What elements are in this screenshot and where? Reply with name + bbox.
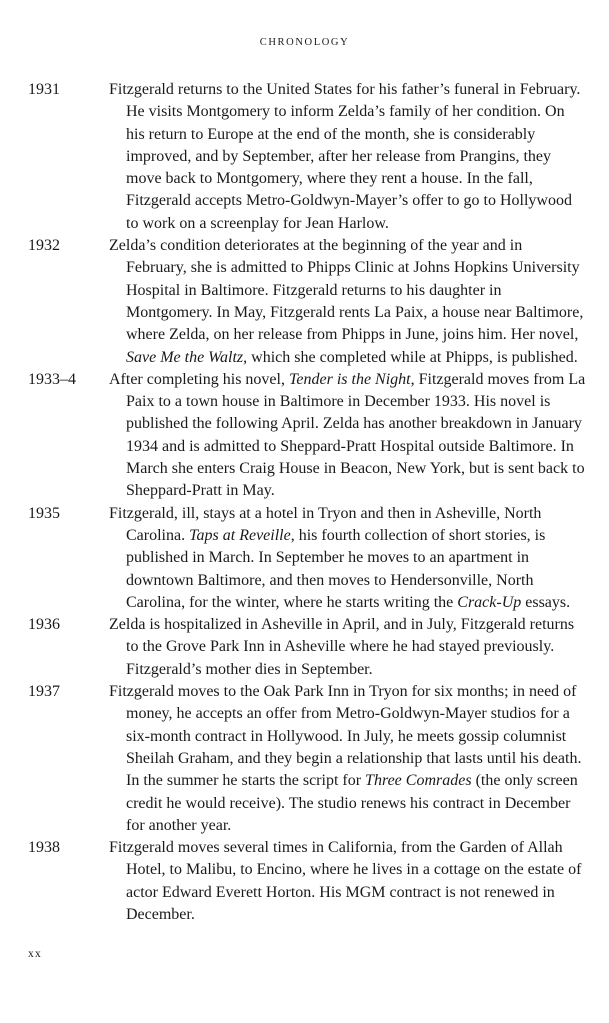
- text-run: Zelda’s condition deteriorates at the beginning of the year and in February, she is admitted to Phipps Clinic at Johns Hopkins University Hospital in Baltimore. Fitzgerald returns to his daughter in Montgomery. In May, Fitzgerald rents La Paix, a house near Baltimore, where Zelda, on her release from Phipps in June, joins him. Her novel,: [109, 237, 584, 344]
- entry-text: [109, 681, 586, 837]
- italic-title: Save Me the Waltz: [126, 348, 244, 366]
- entry-year: 1937: [28, 683, 60, 701]
- entry-year: 1932: [28, 237, 60, 255]
- entry-year: 1933–4: [28, 370, 76, 388]
- chronology-entry: [28, 837, 586, 926]
- italic-title: Taps at Reveille: [189, 526, 291, 544]
- entry-year: 1931: [28, 81, 60, 98]
- text-run: essays.: [521, 593, 571, 611]
- text-run: Fitzgerald returns to the United States for his father’s funeral in February. He visits Montgomery to inform Zelda’s family of her condition. On his return to Europe at the end of the month, she is considerably improved, and by September, after her release from Prangins, they move back to Montgomery, where they rent a house. In the fall, Fitzgerald accepts Metro-Goldwyn-Mayer’s offer to go to Hollywood to work on a screenplay for Jean Harlow.: [109, 81, 581, 232]
- entry-year: 1936: [28, 616, 60, 634]
- italic-title: Crack-Up: [457, 593, 522, 611]
- entry-text: [109, 503, 586, 614]
- chronology-entry: [28, 369, 586, 503]
- text-run: Fitzgerald moves to the Oak Park Inn in Tryon for six months; in need of money, he accepts an offer from Metro-Goldwyn-Mayer studios for a six-month contract in Hollywood. In July, he meets gossip columnist Sheilah Graham, and they begin a relationship that lasts until his death. In the summer he starts the script for: [109, 683, 582, 790]
- page-number: xx: [28, 948, 43, 960]
- text-run: After completing his novel,: [109, 370, 289, 388]
- entry-text: [109, 837, 586, 926]
- text-run: Zelda is hospitalized in Asheville in April, and in July, Fitzgerald returns to the Grove Park Inn in Asheville where he had stayed previously. Fitzgerald’s mother dies in September.: [109, 616, 575, 678]
- chronology-entry: [28, 614, 586, 681]
- entry-text: [109, 235, 586, 369]
- chronology-entry: [28, 235, 586, 369]
- text-run: , which she completed while at Phipps, is published.: [243, 348, 578, 366]
- text-run: , Fitzgerald moves from La Paix to a town house in Baltimore in December 1933. His novel is published the following April. Zelda has another breakdown in January 1934 and is admitted to Sheppard-Pratt Hospital outside Baltimore. In March she enters Craig House in Beacon, New York, but is sent back to Sheppard-Pratt in May.: [126, 370, 586, 500]
- entry-text: [109, 79, 586, 235]
- running-head: CHRONOLOGY: [259, 37, 350, 48]
- chronology-list: [28, 79, 586, 926]
- text-run: Fitzgerald, ill, stays at a hotel in Tryon and then in Asheville, North Carolina.: [109, 504, 542, 544]
- chronology-entry: [28, 681, 586, 837]
- text-run: (the only screen credit he would receive). The studio renews his contract in December for another year.: [126, 772, 578, 834]
- entry-year: 1938: [28, 839, 60, 857]
- entry-text: [109, 614, 586, 681]
- chronology-entry: [28, 503, 586, 614]
- entry-year: 1935: [28, 504, 60, 522]
- italic-title: Tender is the Night: [288, 370, 411, 388]
- entry-text: [109, 369, 586, 503]
- text-run: , his fourth collection of short stories, is published in March. In September he moves to an apartment in downtown Baltimore, and then moves to Hendersonville, North Carolina, for the winter, where he starts writing the: [126, 526, 546, 611]
- text-run: Fitzgerald moves several times in California, from the Garden of Allah Hotel, to Malibu, to Encino, where he lives in a cottage on the estate of actor Edward Everett Horton. His MGM contract is not renewed in December.: [109, 839, 582, 923]
- chronology-entry: [28, 79, 586, 235]
- italic-title: Three Comrades: [365, 772, 472, 790]
